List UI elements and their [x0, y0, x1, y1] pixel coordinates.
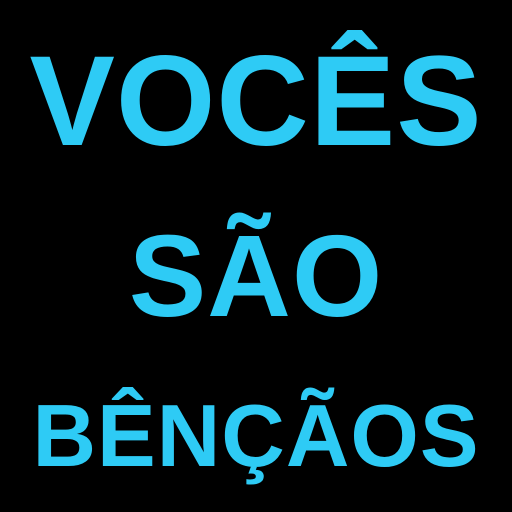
- message-line-1: VOCÊS: [29, 30, 483, 173]
- message-line-2: SÃO: [128, 211, 384, 341]
- message-line-3: BÊNÇÃOS: [32, 386, 480, 485]
